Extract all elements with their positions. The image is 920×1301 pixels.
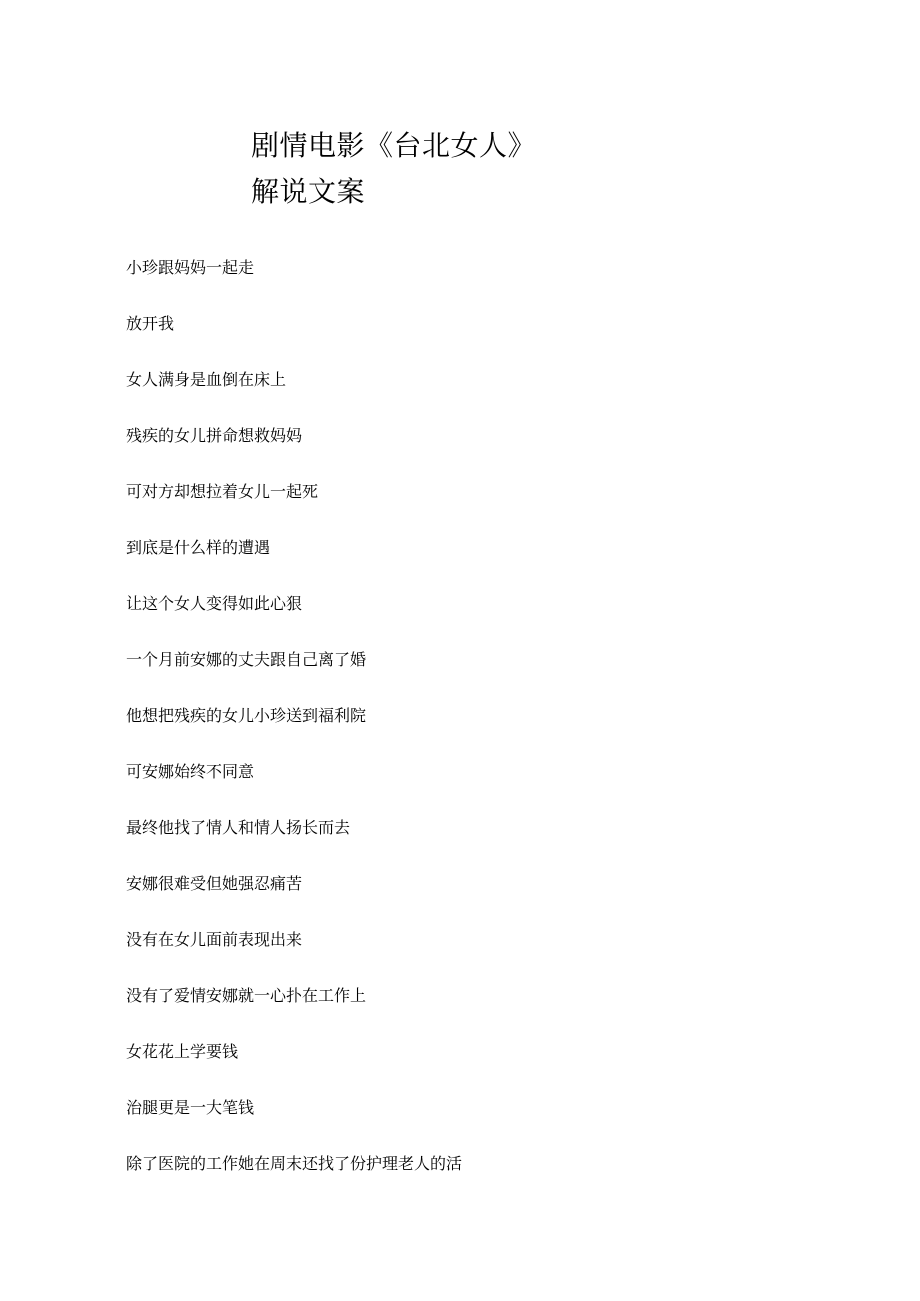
script-line: 到底是什么样的遭遇 bbox=[126, 538, 271, 557]
script-line: 没有在女儿面前表现出来 bbox=[126, 930, 303, 949]
title-line-1: 剧情电影《台北女人》 bbox=[251, 129, 537, 162]
script-line: 安娜很难受但她强忍痛苦 bbox=[126, 874, 303, 893]
script-line: 小珍跟妈妈一起走 bbox=[126, 258, 255, 277]
script-line: 让这个女人变得如此心狠 bbox=[126, 594, 303, 613]
script-line: 一个月前安娜的丈夫跟自己离了婚 bbox=[126, 650, 367, 669]
script-line: 除了医院的工作她在周末还找了份护理老人的活 bbox=[126, 1154, 463, 1173]
script-line: 他想把残疾的女儿小珍送到福利院 bbox=[126, 706, 367, 725]
title-line-2: 解说文案 bbox=[251, 175, 366, 208]
script-line: 放开我 bbox=[126, 314, 175, 333]
script-line: 最终他找了情人和情人扬长而去 bbox=[126, 818, 351, 837]
script-line: 治腿更是一大笔钱 bbox=[126, 1098, 255, 1117]
script-line: 可安娜始终不同意 bbox=[126, 762, 255, 781]
script-line: 残疾的女儿拼命想救妈妈 bbox=[126, 426, 303, 445]
script-line: 可对方却想拉着女儿一起死 bbox=[126, 482, 319, 501]
script-line: 女花花上学要钱 bbox=[126, 1042, 239, 1061]
document-title bbox=[251, 123, 671, 215]
script-line: 女人满身是血倒在床上 bbox=[126, 370, 287, 389]
script-line: 没有了爱情安娜就一心扑在工作上 bbox=[126, 986, 367, 1005]
script-lines bbox=[126, 256, 826, 1208]
